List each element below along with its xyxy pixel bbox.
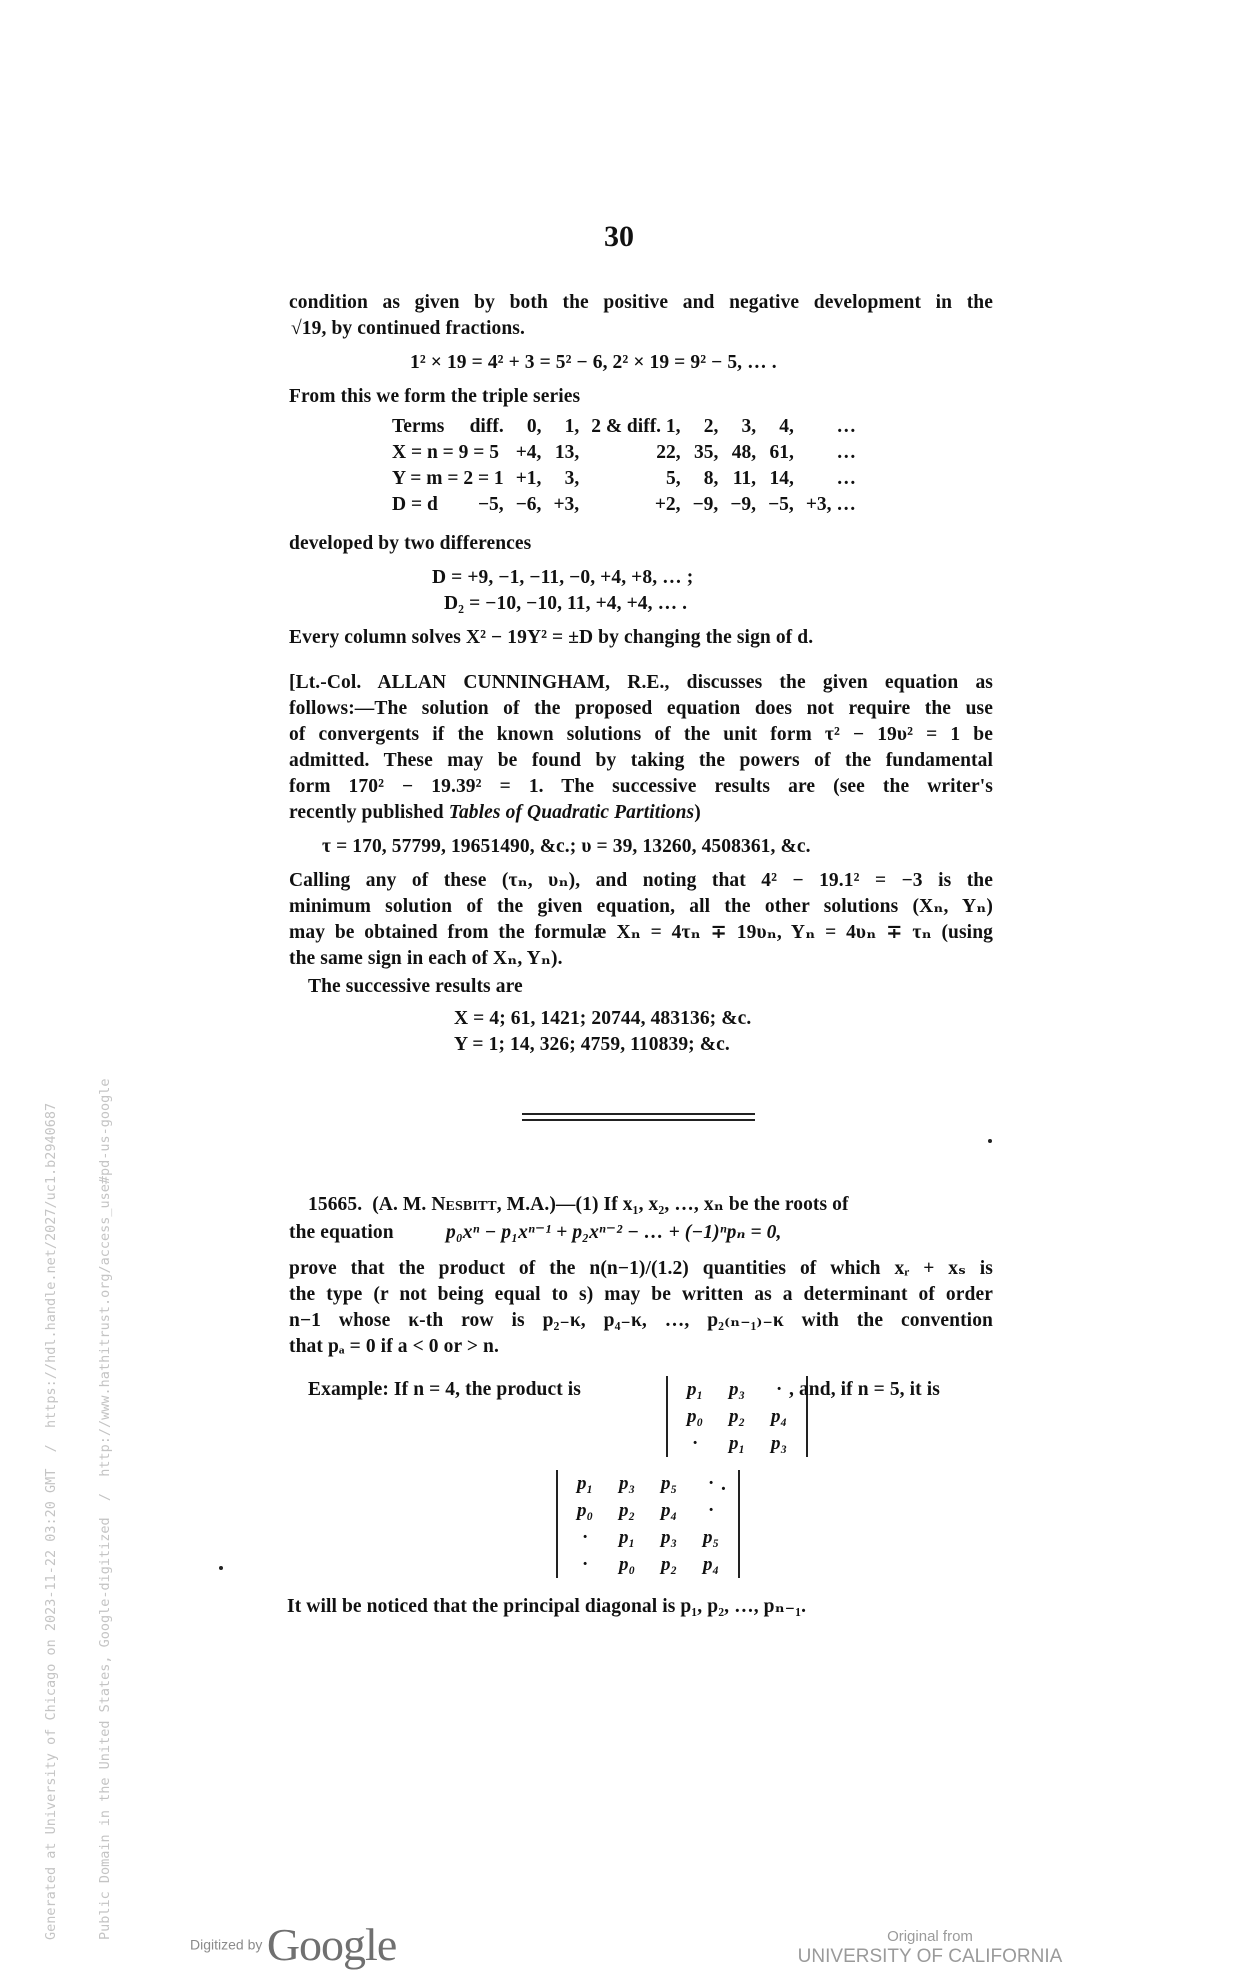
body-line: the same sign in each of Xₙ, Yₙ). — [289, 948, 563, 969]
series-row-d — [392, 492, 862, 518]
body-line: form 170² − 19.39² = 1. The successive results are (see the writer's — [289, 776, 993, 797]
example-prefix: Example: If n = 4, the product is — [308, 1379, 581, 1400]
developed-label: developed by two differences — [289, 533, 532, 554]
body-line: of convergents if the known solutions of the unit form τ² − 19υ² = 1 be — [289, 724, 993, 745]
results-intro: The successive results are — [308, 976, 523, 997]
results-x: X = 4; 61, 1421; 20744, 483136; &c. — [454, 1008, 752, 1029]
series-row-x — [392, 440, 862, 466]
digitized-by-google — [190, 1918, 396, 1971]
series-cell: +1, — [515, 468, 542, 489]
series-cell: 3, — [741, 416, 757, 437]
series-cell: 4, — [779, 416, 794, 437]
original-from — [780, 1928, 1080, 1968]
book-title: Tables of Quadratic Partitions — [448, 802, 695, 823]
body-line: n−1 whose κ-th row is p₂₋κ, p₄₋κ, …, p₂₍ₙ₋₁₎₋κ with the convention — [289, 1310, 993, 1331]
series-cell: 22, — [656, 442, 681, 463]
series-cell: … — [836, 468, 856, 489]
series-cell: 3, — [564, 468, 580, 489]
series-cell: Y = m = 2 = 1 — [392, 468, 504, 489]
results-y: Y = 1; 14, 326; 4759, 110839; &c. — [454, 1034, 730, 1055]
hathitrust-watermark — [6, 0, 150, 1940]
problem-header-line — [308, 1192, 993, 1218]
series-cell: X = n = 9 = 5 — [392, 442, 500, 463]
det-cell: p₂ — [728, 1406, 746, 1427]
triple-series-table — [392, 414, 862, 518]
separator-rule-bottom — [522, 1119, 755, 1121]
body-line: follows:—The solution of the proposed equation does not require the use — [289, 698, 993, 719]
scan-speck — [219, 1566, 223, 1570]
det-cell: · — [582, 1554, 588, 1575]
problem-author: (A. M. Nesbitt, M.A.) — [372, 1194, 556, 1215]
det-cell: · — [708, 1473, 714, 1494]
watermark-line-2: Public Domain in the United States, Google-digitized / http://www.hathitrust.org/access_use#pd-us-google — [97, 1078, 113, 1940]
series-cell: +2, — [654, 494, 681, 515]
institution-name: UNIVERSITY OF CALIFORNIA — [797, 1946, 1063, 1967]
det-cell: · — [776, 1379, 782, 1400]
series-cell: −6, — [515, 494, 542, 515]
series-cell: −9, — [692, 494, 719, 515]
det-cell: p₃ — [770, 1433, 788, 1454]
det-cell: p₁ — [728, 1433, 746, 1454]
series-cell: −9, — [730, 494, 757, 515]
body-line: that pₐ = 0 if a < 0 or > n. — [289, 1336, 499, 1357]
original-from-label: Original from — [887, 1928, 973, 1945]
series-cell: +3, … — [805, 494, 856, 515]
series-cell: diff. — [469, 416, 504, 437]
body-text: recently published — [289, 802, 449, 823]
body-line: prove that the product of the n(n−1)/(1.2) quantities of which xᵣ + xₛ is — [289, 1258, 993, 1279]
series-cell: 61, — [769, 442, 794, 463]
body-line: [Lt.-Col. ALLAN CUNNINGHAM, R.E., discusses the given equation as — [289, 672, 993, 693]
det-cell: p₅ — [660, 1473, 678, 1494]
det-cell: p₄ — [660, 1500, 678, 1521]
equation-line: 1² × 19 = 4² + 3 = 5² − 6, 2² × 19 = 9² − 5, … . — [410, 352, 777, 373]
series-cell: 2 & diff. 1, — [591, 416, 681, 437]
series-cell: … — [836, 442, 856, 463]
watermark-line-1: Generated at University of Chicago on 2023-11-22 03:20 GMT / https://hdl.handle.net/2027/uc1.b2940687 — [43, 1102, 59, 1940]
det-cell: p₁ — [576, 1473, 594, 1494]
body-line: admitted. These may be found by taking the powers of the fundamental — [289, 750, 993, 771]
series-intro: From this we form the triple series — [289, 386, 581, 407]
det-cell: p₀ — [686, 1406, 704, 1427]
series-cell: −5, — [768, 494, 794, 515]
det-cell: · — [582, 1527, 588, 1548]
series-row-y — [392, 466, 862, 492]
body-line: the type (r not being equal to s) may be written as a determinant of order — [289, 1284, 993, 1305]
digitized-by-label: Digitized by — [190, 1936, 263, 1953]
series-cell: +3, — [553, 494, 580, 515]
series-cell: 8, — [703, 468, 719, 489]
det-cell: p₃ — [660, 1527, 678, 1548]
series-cell: −5, — [477, 494, 504, 515]
difference-row-d2: D₂ = −10, −10, 11, +4, +4, … . — [444, 593, 688, 614]
det-cell: p₂ — [660, 1554, 678, 1575]
google-logo: Google — [266, 1919, 397, 1970]
problem-number: 15665. — [308, 1194, 363, 1215]
problem-intro: —(1) If x₁, x₂, …, xₙ be the roots of — [555, 1194, 849, 1215]
page-number: 30 — [604, 220, 634, 253]
det-cell: p₃ — [728, 1379, 746, 1400]
example-mid: , and, if n = 5, it is — [789, 1379, 940, 1400]
equation-label: the equation — [289, 1222, 394, 1243]
conclusion-line: Every column solves X² − 19Y² = ±D by changing the sign of d. — [289, 627, 814, 648]
det-cell: p₂ — [618, 1500, 636, 1521]
series-cell: 1, — [564, 416, 580, 437]
series-cell: 48, — [731, 442, 757, 463]
series-cell: 0, — [526, 416, 542, 437]
series-cell: 13, — [554, 442, 580, 463]
det-cell: p₃ — [618, 1473, 636, 1494]
series-cell: Terms — [392, 416, 445, 437]
difference-row-d: D = +9, −1, −11, −0, +4, +8, … ; — [432, 567, 694, 588]
det-cell: p₀ — [576, 1500, 594, 1521]
series-cell: 35, — [693, 442, 719, 463]
polynomial-equation: p₀xⁿ − p₁xⁿ⁻¹ + p₂xⁿ⁻² − … + (−1)ⁿpₙ = 0, — [446, 1222, 782, 1243]
det-cell: p₁ — [618, 1527, 636, 1548]
det-cell: · — [708, 1500, 714, 1521]
series-cell: +4, — [515, 442, 542, 463]
close-paren: ) — [694, 802, 701, 823]
body-line: minimum solution of the given equation, all the other solutions (Xₙ, Yₙ) — [289, 896, 993, 917]
body-line: may be obtained from the formulæ Xₙ = 4τₙ ∓ 19υₙ, Yₙ = 4υₙ ∓ τₙ (using — [289, 922, 993, 943]
closing-line: It will be noticed that the principal diagonal is p₁, p₂, …, pₙ₋₁. — [287, 1596, 807, 1617]
series-cell: 2, — [703, 416, 719, 437]
tau-upsilon-line: τ = 170, 57799, 19651490, &c.; υ = 39, 13260, 4508361, &c. — [322, 836, 811, 857]
det-cell: · — [692, 1433, 698, 1454]
body-line: √19, by continued fractions. — [291, 318, 525, 339]
series-cell: 5, — [665, 468, 681, 489]
body-line: Calling any of these (τₙ, υₙ), and noting that 4² − 19.1² = −3 is the — [289, 870, 993, 891]
det-cell: p₄ — [770, 1406, 788, 1427]
series-cell: … — [836, 416, 856, 437]
separator-rule-top — [522, 1113, 755, 1115]
det-cell: p₁ — [686, 1379, 704, 1400]
series-cell: 11, — [732, 468, 757, 489]
series-row-terms — [392, 414, 862, 440]
body-line: condition as given by both the positive and negative development in the — [289, 292, 993, 313]
scan-speck — [988, 1139, 992, 1143]
determinant-n4 — [666, 1376, 808, 1457]
series-cell: D = d — [392, 494, 438, 515]
det-cell: p₀ — [618, 1554, 636, 1575]
body-line — [289, 800, 701, 826]
determinant-n5 — [556, 1470, 740, 1578]
det-cell: p₄ — [702, 1554, 720, 1575]
series-cell: 14, — [769, 468, 794, 489]
det-cell: p₅ — [702, 1527, 720, 1548]
determinant-suffix: . — [721, 1474, 726, 1495]
